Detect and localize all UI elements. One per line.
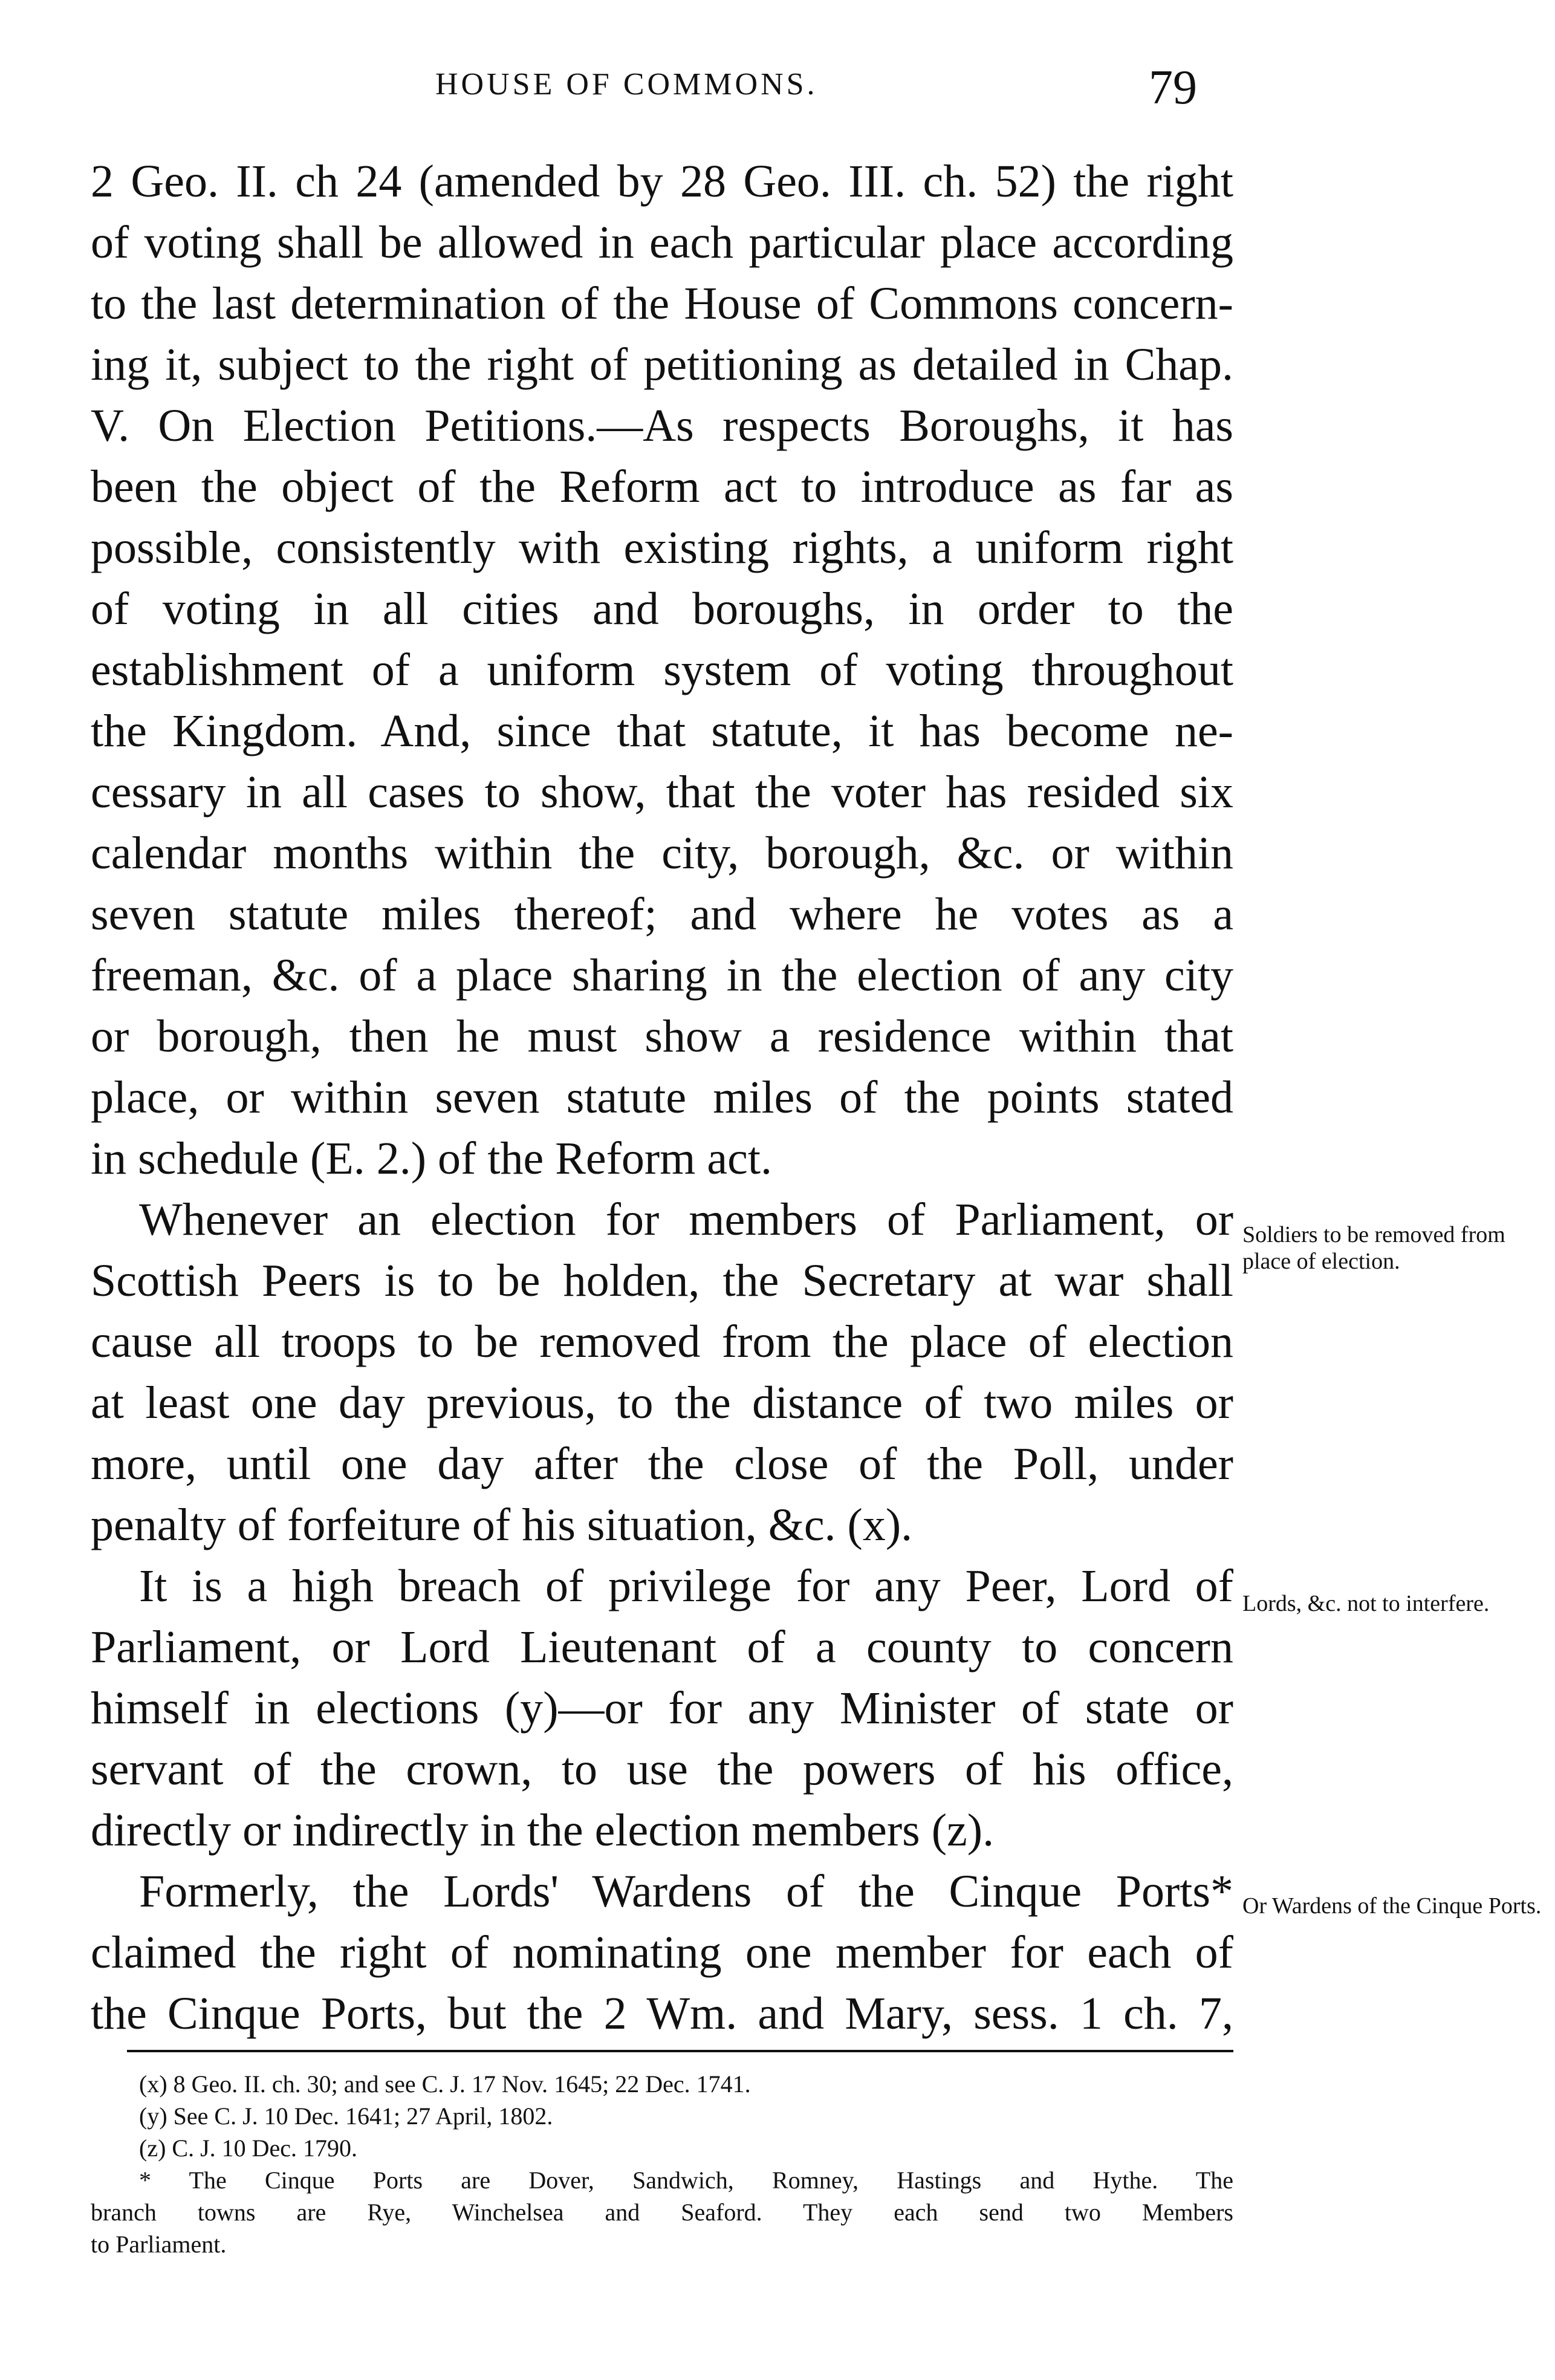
text-line: himself in elections (y)—or for any Minister of state or [91,1683,1233,1734]
text-line: Formerly, the Lords' Wardens of the Cinque Ports* [139,1866,1233,1917]
text-line: Parliament, or Lord Lieutenant of a county to concern [91,1622,1233,1673]
text-line: ing it, subject to the right of petitioning as detailed in Chap. [91,339,1233,390]
text-line: V. On Election Petitions.—As respects Boroughs, it has [91,400,1233,451]
page-number: 79 [1149,61,1197,114]
text-line: Whenever an election for members of Parliament, or [139,1194,1233,1245]
text-line: servant of the crown, to use the powers of his office, [91,1744,1233,1795]
text-line: of voting shall be allowed in each particular place according [91,217,1233,268]
footnotes [91,2068,1233,2260]
text-line: It is a high breach of privilege for any Peer, Lord of [139,1561,1233,1611]
text-line: Scottish Peers is to be holden, the Secretary at war shall [91,1255,1233,1306]
margin-note-wardens: Or Wardens of the Cinque Ports. [1242,1893,1542,1919]
text-line: the Kingdom. And, since that statute, it has become ne- [91,706,1233,756]
text-line: at least one day previous, to the distance of two miles or [91,1377,1233,1428]
margin-note-soldiers: Soldiers to be removed from place of election. [1242,1222,1505,1274]
text-line: of voting in all cities and boroughs, in order to the [91,584,1233,634]
footnote: * The Cinque Ports are Dover, Sandwich, Romney, Hastings and Hythe. The [139,2167,1233,2194]
text-line: cause all troops to be removed from the place of election [91,1316,1233,1367]
text-line: claimed the right of nominating one member for each of [91,1927,1233,1978]
text-line: 2 Geo. II. ch 24 (amended by 28 Geo. III. ch. 52) the right [91,156,1233,207]
text-line: cessary in all cases to show, that the voter has resided six [91,767,1233,818]
text-line: seven statute miles thereof; and where he votes as a [91,889,1233,940]
margin-note-lords: Lords, &c. not to interfere. [1242,1591,1490,1616]
text-line: penalty of forfeiture of his situation, &c. (x). [91,1500,913,1550]
text-line: the Cinque Ports, but the 2 Wm. and Mary, sess. 1 ch. 7, [91,1988,1233,2039]
text-line: been the object of the Reform act to introduce as far as [91,461,1233,512]
text-line: or borough, then he must show a residence within that [91,1011,1233,1062]
running-head: HOUSE OF COMMONS. [435,67,818,102]
text-line: in schedule (E. 2.) of the Reform act. [91,1133,772,1184]
body-text [91,151,1233,2044]
text-line: to the last determination of the House of Commons concern- [91,278,1233,329]
text-line: calendar months within the city, borough, &c. or within [91,828,1233,879]
text-line: establishment of a uniform system of voting throughout [91,645,1233,695]
text-line: possible, consistently with existing rights, a uniform right [91,522,1233,573]
footnote: (x) 8 Geo. II. ch. 30; and see C. J. 17 Nov. 1645; 22 Dec. 1741. [139,2070,751,2098]
footnote-rule [127,2050,1233,2052]
text-line: place, or within seven statute miles of the points stated [91,1072,1233,1123]
footnote: (z) C. J. 10 Dec. 1790. [139,2135,358,2162]
footnote: (y) See C. J. 10 Dec. 1641; 27 April, 1802. [139,2102,553,2130]
footnote: to Parliament. [91,2231,227,2258]
footnote: branch towns are Rye, Winchelsea and Seaford. They each send two Members [91,2199,1233,2226]
text-line: more, until one day after the close of the Poll, under [91,1439,1233,1489]
page-header [0,60,1555,115]
text-line: freeman, &c. of a place sharing in the election of any city [91,950,1233,1001]
text-line: directly or indirectly in the election members (z). [91,1805,995,1856]
